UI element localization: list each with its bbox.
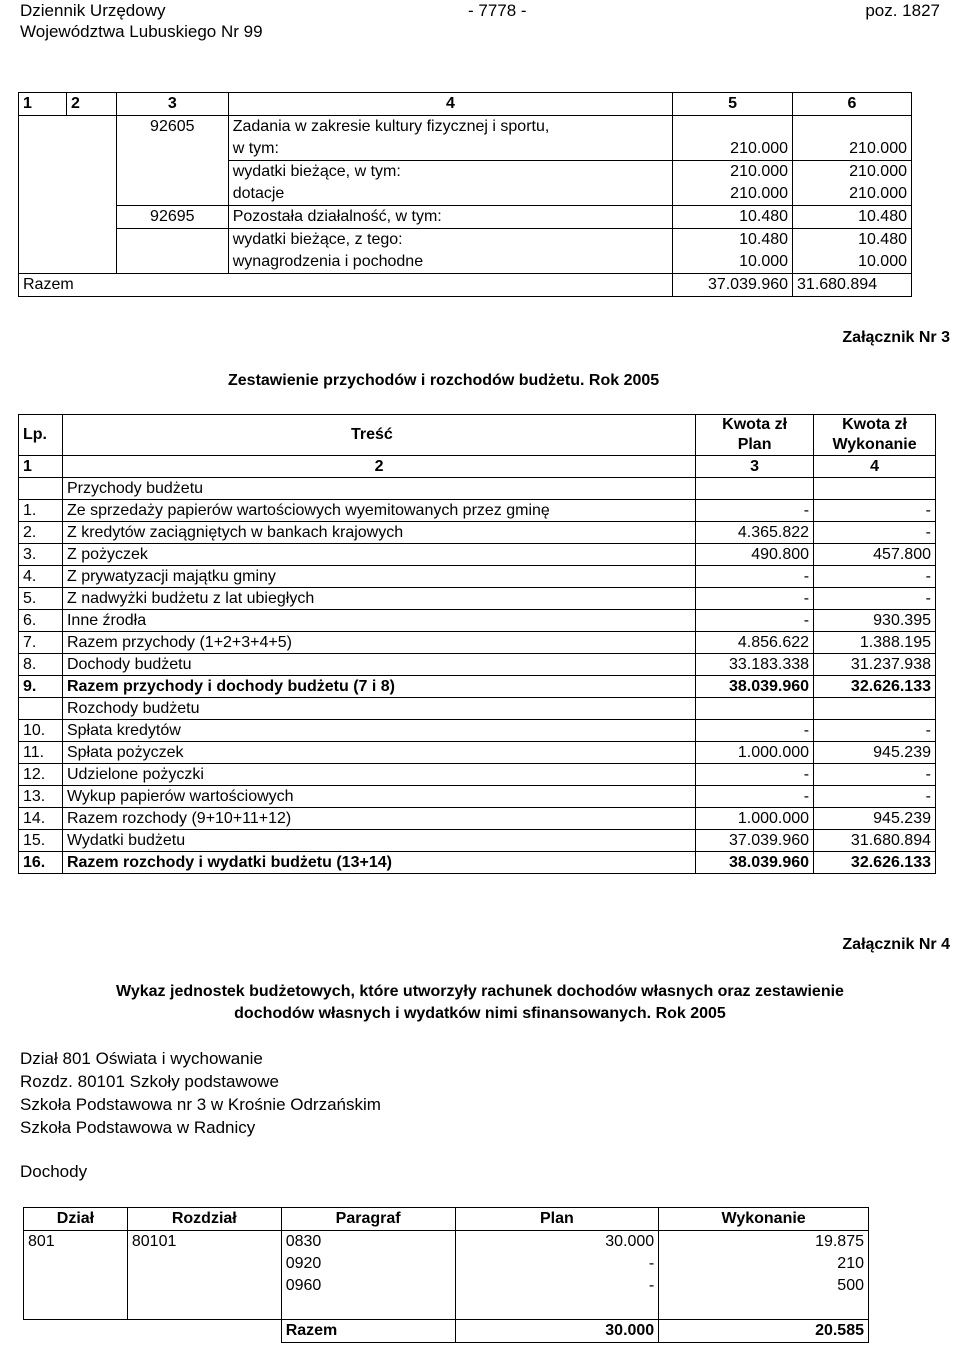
row-exec — [814, 478, 936, 500]
info-line: Rozdz. 80101 Szkoły podstawowe — [20, 1072, 279, 1091]
table-row: 92695 Pozostała działalność, w tym: 10.480 10.480 — [19, 206, 912, 229]
row-lp: 6. — [19, 610, 63, 632]
attachment-4-label: Załącznik Nr 4 — [842, 936, 950, 953]
row-plan: 1.000.000 — [696, 742, 814, 764]
journal-subtitle: Województwa Lubuskiego Nr 99 — [20, 22, 263, 41]
total-plan: 37.039.960 — [673, 274, 793, 297]
row-text: dotacje — [228, 183, 672, 206]
row-exec: 945.239 — [814, 742, 936, 764]
info-line: Dział 801 Oświata i wychowanie — [20, 1049, 263, 1068]
row-lp: 8. — [19, 654, 63, 676]
row-plan: - — [696, 786, 814, 808]
table-row — [19, 808, 936, 830]
page-number: - 7778 - — [468, 1, 527, 20]
row-text: Wydatki budżetu — [62, 830, 695, 852]
row-text: Z nadwyżki budżetu z lat ubiegłych — [62, 588, 695, 610]
column-number-row: 1 2 3 4 — [19, 456, 936, 478]
row-plan: - — [696, 720, 814, 742]
row-exec: - — [814, 588, 936, 610]
row-text: wynagrodzenia i pochodne — [228, 251, 672, 274]
row-text: Zadania w zakresie kultury fizycznej i sportu, — [228, 116, 672, 139]
row-text: Wykup papierów wartościowych — [62, 786, 695, 808]
position-number: poz. 1827 — [865, 1, 940, 20]
row-plan: 490.800 — [696, 544, 814, 566]
table-header-row — [19, 93, 912, 116]
table-row: 0960 - 500 — [24, 1275, 869, 1297]
table-row: w tym: 210.000 210.000 — [19, 138, 912, 161]
table-row — [19, 478, 936, 500]
table-row: dotacje 210.000 210.000 — [19, 183, 912, 206]
row-plan: - — [696, 566, 814, 588]
row-lp: 7. — [19, 632, 63, 654]
table-row: 801 80101 0830 30.000 19.875 — [24, 1231, 869, 1254]
row-lp: 11. — [19, 742, 63, 764]
row-plan — [696, 698, 814, 720]
row-text: Przychody budżetu — [62, 478, 695, 500]
row-lp: 5. — [19, 588, 63, 610]
row-text: Z pożyczek — [62, 544, 695, 566]
row-plan: 37.039.960 — [696, 830, 814, 852]
col-header: 3 — [116, 93, 228, 116]
table-row — [19, 610, 936, 632]
total-label: Razem — [19, 274, 673, 297]
row-text: w tym: — [228, 138, 672, 161]
row-exec: - — [814, 522, 936, 544]
table-row — [19, 742, 936, 764]
row-lp: 12. — [19, 764, 63, 786]
table-row — [19, 852, 936, 874]
info-line: Szkoła Podstawowa nr 3 w Krośnie Odrzańskim — [20, 1095, 381, 1114]
row-text: Inne źrodła — [62, 610, 695, 632]
own-income-table — [23, 1207, 869, 1343]
header-plan: Kwota zł Plan — [696, 415, 814, 456]
row-text: Razem przychody (1+2+3+4+5) — [62, 632, 695, 654]
table-row — [19, 830, 936, 852]
row-plan: 4.856.622 — [696, 632, 814, 654]
row-exec: 1.388.195 — [814, 632, 936, 654]
row-text: Dochody budżetu — [62, 654, 695, 676]
table-row — [19, 522, 936, 544]
row-text: Pozostała działalność, w tym: — [228, 206, 672, 229]
page-header — [20, 0, 940, 46]
row-text: Udzielone pożyczki — [62, 764, 695, 786]
row-exec: - — [814, 500, 936, 522]
row-exec: 32.626.133 — [814, 676, 936, 698]
table-row — [19, 786, 936, 808]
journal-title: Dziennik Urzędowy — [20, 1, 166, 20]
row-text: Z prywatyzacji majątku gminy — [62, 566, 695, 588]
total-exec: 31.680.894 — [793, 274, 912, 297]
row-plan: - — [696, 588, 814, 610]
row-text: Rozchody budżetu — [62, 698, 695, 720]
row-exec: 31.680.894 — [814, 830, 936, 852]
row-text: wydatki bieżące, w tym: — [228, 161, 672, 184]
col-header: 1 — [19, 93, 67, 116]
info-line: Szkoła Podstawowa w Radnicy — [20, 1118, 256, 1137]
total-row — [19, 274, 912, 297]
row-plan: 38.039.960 — [696, 852, 814, 874]
table-row — [19, 116, 912, 139]
attachment-3-title: Zestawienie przychodów i rozchodów budżetu. Rok 2005 — [228, 372, 660, 389]
total-label: Razem — [281, 1320, 455, 1343]
col-header: 4 — [228, 93, 672, 116]
table-row: wydatki bieżące, z tego: 10.480 10.480 — [19, 229, 912, 252]
table-row: 0920 - 210 — [24, 1253, 869, 1275]
row-exec: 32.626.133 — [814, 852, 936, 874]
budget-expenses-table — [18, 92, 912, 297]
row-lp: 9. — [19, 676, 63, 698]
row-plan: 1.000.000 — [696, 808, 814, 830]
table-row — [19, 566, 936, 588]
header-lp: Lp. — [19, 415, 63, 456]
row-lp: 1. — [19, 500, 63, 522]
section-code: 92695 — [116, 206, 228, 229]
total-plan: 30.000 — [455, 1320, 659, 1343]
table-row — [19, 632, 936, 654]
col-header: 5 — [673, 93, 793, 116]
row-exec: - — [814, 720, 936, 742]
row-exec: 31.237.938 — [814, 654, 936, 676]
row-lp: 10. — [19, 720, 63, 742]
total-row — [24, 1320, 869, 1343]
row-lp: 4. — [19, 566, 63, 588]
table-row — [19, 588, 936, 610]
row-exec: - — [814, 786, 936, 808]
row-lp — [19, 698, 63, 720]
table-row — [19, 676, 936, 698]
row-plan: - — [696, 610, 814, 632]
table-row: wydatki bieżące, w tym: 210.000 210.000 — [19, 161, 912, 184]
row-exec — [814, 698, 936, 720]
row-exec: 945.239 — [814, 808, 936, 830]
table-row — [19, 544, 936, 566]
total-exec: 20.585 — [659, 1320, 869, 1343]
table-row — [19, 654, 936, 676]
row-text: Z kredytów zaciągniętych w bankach krajowych — [62, 522, 695, 544]
header-tresc: Treść — [62, 415, 695, 456]
row-text: Razem rozchody i wydatki budżetu (13+14) — [62, 852, 695, 874]
row-text: Spłata pożyczek — [62, 742, 695, 764]
col-header: 6 — [793, 93, 912, 116]
table-row — [19, 698, 936, 720]
income-label: Dochody — [20, 1162, 88, 1181]
attachment-3-label: Załącznik Nr 3 — [842, 329, 950, 346]
row-lp: 3. — [19, 544, 63, 566]
row-plan: 38.039.960 — [696, 676, 814, 698]
row-plan: 4.365.822 — [696, 522, 814, 544]
row-exec: - — [814, 764, 936, 786]
table-row — [19, 720, 936, 742]
row-lp: 14. — [19, 808, 63, 830]
table-row: wynagrodzenia i pochodne 10.000 10.000 — [19, 251, 912, 274]
row-text: wydatki bieżące, z tego: — [228, 229, 672, 252]
table-row — [19, 764, 936, 786]
header-exec: Kwota zł Wykonanie — [814, 415, 936, 456]
row-exec: 457.800 — [814, 544, 936, 566]
row-lp: 16. — [19, 852, 63, 874]
row-plan: 33.183.338 — [696, 654, 814, 676]
row-text: Razem rozchody (9+10+11+12) — [62, 808, 695, 830]
row-plan — [696, 478, 814, 500]
table-header-row — [19, 415, 936, 456]
unit-info — [20, 1047, 381, 1139]
row-plan: - — [696, 500, 814, 522]
revenue-expenditure-table — [18, 414, 936, 874]
table-row — [19, 500, 936, 522]
table-header-row: Dział Rozdział Paragraf Plan Wykonanie — [24, 1208, 869, 1231]
row-lp — [19, 478, 63, 500]
row-exec: - — [814, 566, 936, 588]
row-text: Spłata kredytów — [62, 720, 695, 742]
row-lp: 13. — [19, 786, 63, 808]
row-text: Ze sprzedaży papierów wartościowych wyemitowanych przez gminę — [62, 500, 695, 522]
row-text: Razem przychody i dochody budżetu (7 i 8) — [62, 676, 695, 698]
row-lp: 15. — [19, 830, 63, 852]
row-plan: - — [696, 764, 814, 786]
attachment-4-title: Wykaz jednostek budżetowych, które utworzyły rachunek dochodów własnych oraz zestawienie dochodów własnych i wydatków nimi sfinansowanych. Rok 2005 — [116, 983, 844, 1022]
row-exec: 930.395 — [814, 610, 936, 632]
section-code: 92605 — [116, 116, 228, 206]
row-lp: 2. — [19, 522, 63, 544]
col-header: 2 — [66, 93, 116, 116]
